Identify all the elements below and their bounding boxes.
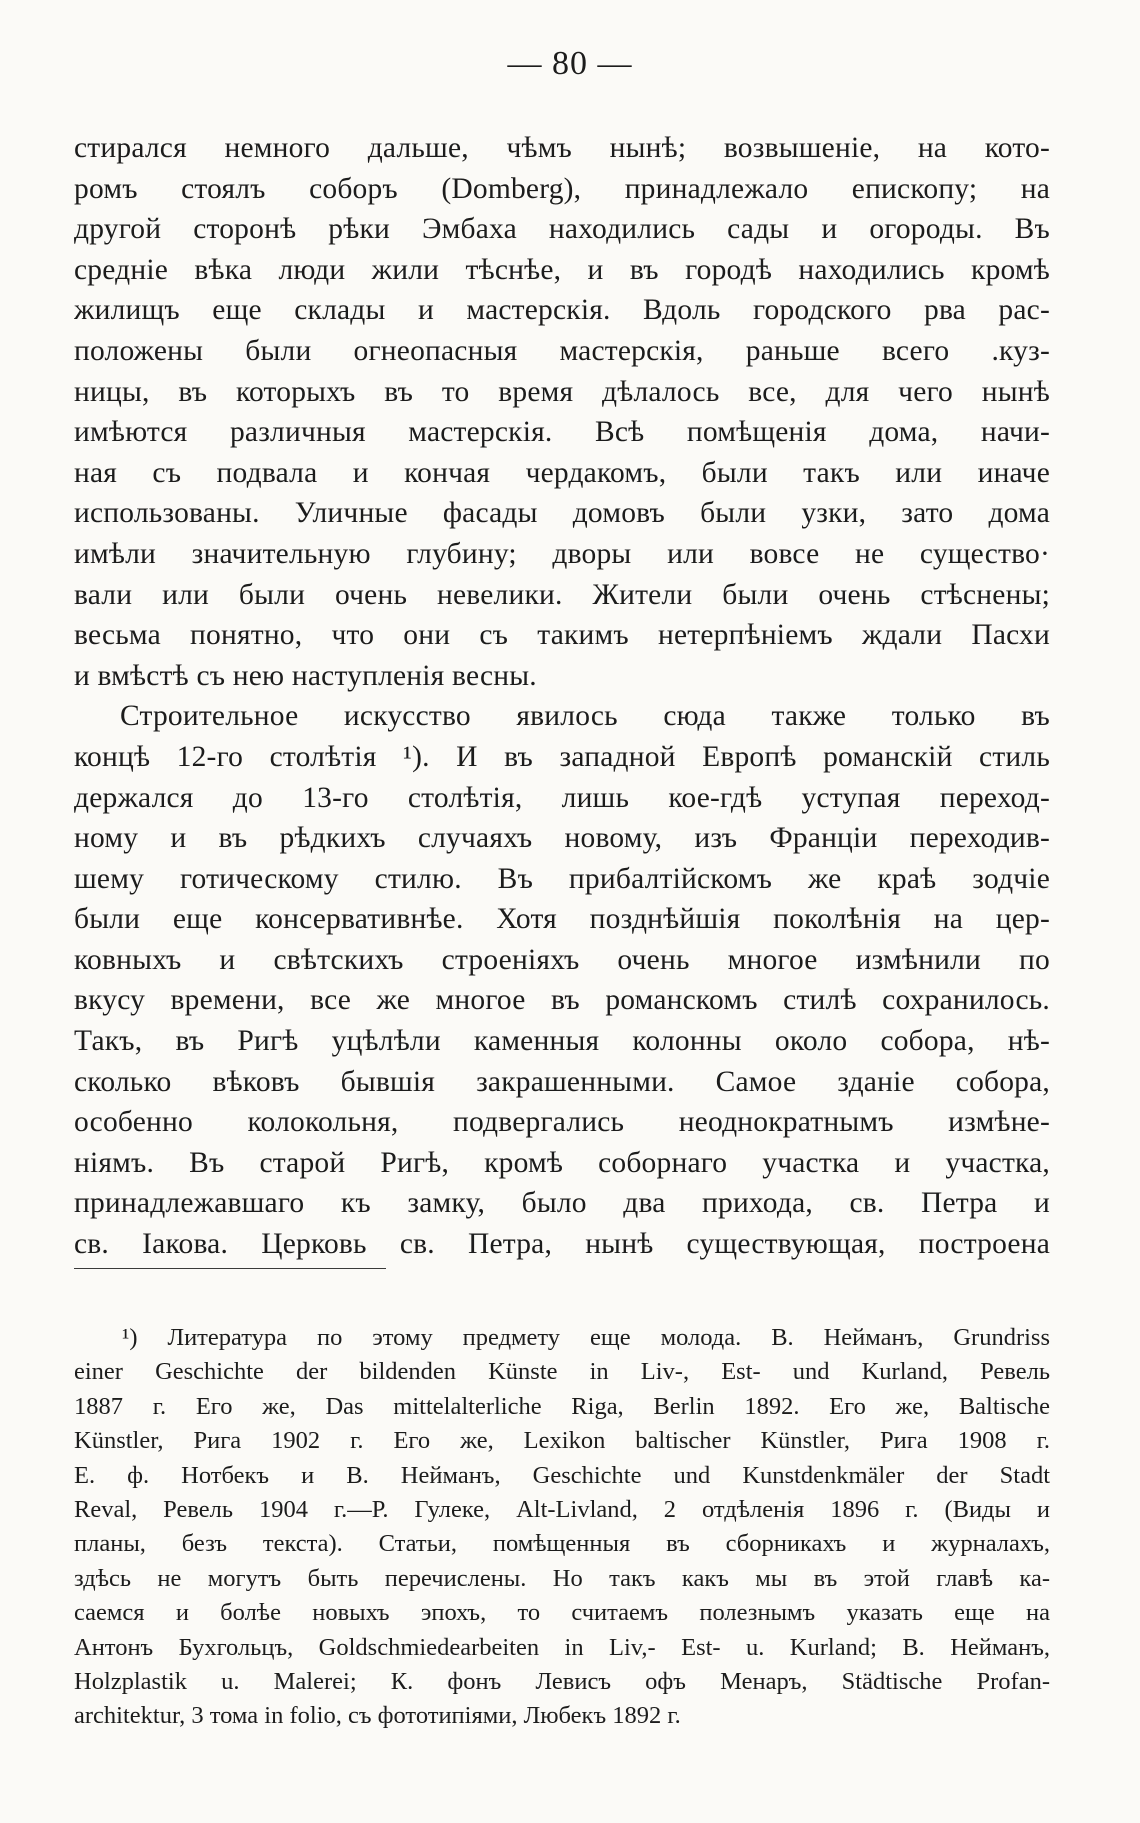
footnote-line: 1887 г. Его же, Das mittelalterliche Riga, Berlin 1892. Его же, Baltische: [74, 1392, 1050, 1420]
text-line: использованы. Уличные фасады домовъ были узки, зато дома: [74, 497, 1050, 530]
text-line: имѣли значительную глубину; дворы или вовсе не существо·: [74, 537, 1050, 570]
text-line: ромъ стоялъ соборъ (Domberg), принадлежало епископу; на: [74, 172, 1050, 205]
footnote-line: Антонъ Бухгольцъ, Goldschmiedearbeiten in Liv,- Est- u. Kurland; В. Нейманъ,: [74, 1633, 1050, 1661]
text-line: и вмѣстѣ съ нею наступленія весны.: [74, 659, 537, 692]
text-line: жилищъ еще склады и мастерскія. Вдоль городского рва рас-: [74, 294, 1050, 327]
footnote-line: ¹) Литература по этому предмету еще молода. В. Нейманъ, Grundriss: [122, 1324, 1050, 1351]
footnote-line: architektur, 3 тома in folio, съ фототипіями, Любекъ 1892 г.: [74, 1702, 681, 1730]
footnote-line: здѣсь не могутъ быть перечислены. Но такъ какъ мы въ этой главѣ ка-: [74, 1564, 1050, 1592]
text-line: Такъ, въ Ригѣ уцѣлѣли каменныя колонны около собора, нѣ-: [74, 1025, 1050, 1058]
text-line: ницы, въ которыхъ въ то время дѣлалось все, для чего нынѣ: [74, 375, 1050, 408]
footnote-line: саемся и болѣе новыхъ эпохъ, то считаемъ полезнымъ указать еще на: [74, 1599, 1050, 1627]
text-line: св. Іакова. Церковь св. Петра, нынѣ существующая, построена: [74, 1228, 1050, 1261]
footnote-line: Holzplastik u. Malerei; К. фонъ Левисъ офъ Менаръ, Städtische Profan-: [74, 1667, 1050, 1695]
text-line: были еще консервативнѣе. Хотя позднѣйшія поколѣнія на цер-: [74, 903, 1050, 936]
main-text-block: [74, 128, 1050, 1265]
text-line: особенно колокольня, подвергались неоднократнымъ измѣне-: [74, 1106, 1050, 1139]
footnote-block: [74, 1321, 1050, 1734]
footnote-divider: [74, 1268, 386, 1269]
text-line: концѣ 12-го столѣтія ¹). И въ западной Европѣ романскій стиль: [74, 740, 1050, 773]
text-line: весьма понятно, что они съ такимъ нетерпѣніемъ ждали Пасхи: [74, 619, 1050, 652]
text-line: принадлежавшаго къ замку, было два прихода, св. Петра и: [74, 1187, 1050, 1220]
text-line: Строительное искусство явилось сюда также только въ: [120, 700, 1050, 733]
footnote-line: Е. ф. Нотбекъ и В. Нейманъ, Geschichte und Kunstdenkmäler der Stadt: [74, 1461, 1050, 1489]
text-line: держался до 13-го столѣтія, лишь кое-гдѣ уступая переход-: [74, 781, 1050, 814]
text-line: вали или были очень невелики. Жители были очень стѣснены;: [74, 578, 1050, 611]
text-line: сколько вѣковъ бывшія закрашенными. Самое зданіе собора,: [74, 1065, 1050, 1098]
text-line: ная съ подвала и кончая чердакомъ, были такъ или иначе: [74, 456, 1050, 489]
page-number: — 80 —: [507, 45, 633, 82]
text-line: ковныхъ и свѣтскихъ строеніяхъ очень многое измѣнили по: [74, 943, 1050, 976]
footnote-line: einer Geschichte der bildenden Künste in Liv-, Est- und Kurland, Ревель: [74, 1358, 1050, 1386]
text-line: вкусу времени, все же многое въ романскомъ стилѣ сохранилось.: [74, 984, 1050, 1017]
text-line: имѣются различныя мастерскія. Всѣ помѣщенія дома, начи-: [74, 416, 1050, 449]
text-line: стирался немного дальше, чѣмъ нынѣ; возвышеніе, на кото-: [74, 132, 1050, 164]
footnote-line: планы, безъ текста). Статьи, помѣщенныя въ сборникахъ и журналахъ,: [74, 1530, 1050, 1558]
text-line: шему готическому стилю. Въ прибалтійскомъ же краѣ зодчіе: [74, 862, 1050, 895]
footnote-line: Künstler, Рига 1902 г. Его же, Lexikon baltischer Künstler, Рига 1908 г.: [74, 1427, 1050, 1455]
text-line: ніямъ. Въ старой Ригѣ, кромѣ соборнаго участка и участка,: [74, 1146, 1050, 1179]
text-line: положены были огнеопасныя мастерскія, раньше всего .куз-: [74, 334, 1050, 367]
text-line: другой сторонѣ рѣки Эмбаха находились сады и огороды. Въ: [74, 213, 1050, 246]
text-line: средніе вѣка люди жили тѣснѣе, и въ городѣ находились кромѣ: [74, 253, 1050, 286]
text-line: ному и въ рѣдкихъ случаяхъ новому, изъ Франціи переходив-: [74, 822, 1050, 855]
footnote-line: Reval, Ревель 1904 г.—Р. Гулеке, Alt-Livland, 2 отдѣленія 1896 г. (Виды и: [74, 1495, 1050, 1523]
